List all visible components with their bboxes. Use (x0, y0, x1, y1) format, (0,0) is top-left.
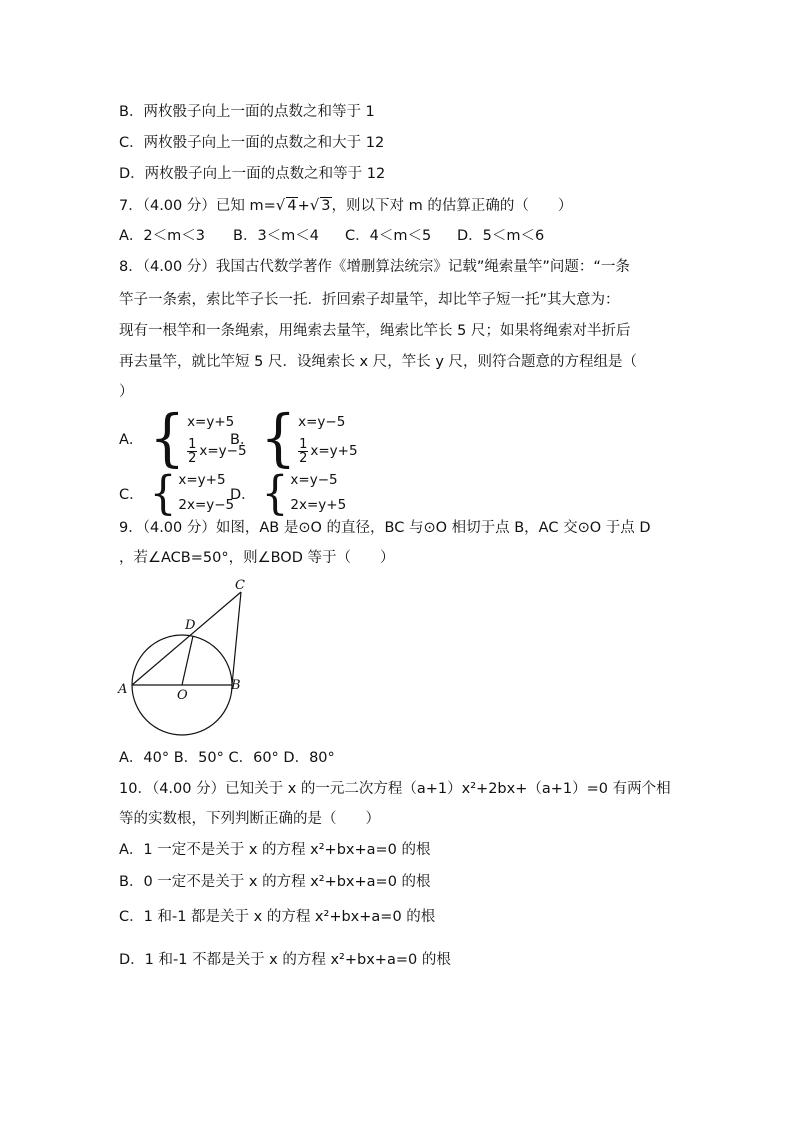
label-a: A (118, 682, 128, 697)
q10-option-d: D．1 和-1 不都是关于 x 的方程 x²+bx+a=0 的根 (119, 952, 451, 968)
label-b: B (231, 678, 241, 693)
q7-stem: 7．（4.00 分）已知 m=√ 4+√ 3，则以下对 m 的估算正确的（ ） (119, 196, 573, 214)
q10-option-c: C．1 和-1 都是关于 x 的方程 x²+bx+a=0 的根 (119, 909, 436, 925)
left-brace: { (260, 402, 297, 474)
q6-option-d: D．两枚骰子向上一面的点数之和等于 12 (119, 166, 386, 182)
circle-tangent-figure (117, 575, 257, 765)
left-brace: { (149, 465, 177, 520)
q10-option-a: A．1 一定不是关于 x 的方程 x²+bx+a=0 的根 (119, 842, 431, 858)
q9-stem-line-2: ，若∠ACB=50°，则∠BOD 等于（ ） (119, 550, 395, 566)
q8-stem-line-5: ） (119, 384, 134, 400)
q8-option-c: C． { x=y+5 2x=y−5 (119, 465, 235, 520)
q7-option-a: A．2＜m＜3 (119, 228, 205, 244)
q7-option-b: B．3＜m＜4 (233, 228, 320, 244)
q6-option-c: C．两枚骰子向上一面的点数之和大于 12 (119, 135, 385, 151)
q7-option-c: C．4＜m＜5 (345, 228, 432, 244)
sqrt-symbol: √ (275, 196, 286, 214)
radicand-2: 3 (321, 198, 331, 214)
label-o: O (177, 688, 188, 703)
q6-option-b: B．两枚骰子向上一面的点数之和等于 1 (119, 104, 375, 120)
q8-stem-line-3: 现有一根竿和一条绳索，用绳索去量竿，绳索比竿长 5 尺；如果将绳索对半折后 (119, 323, 631, 339)
q8-stem-line-2: 竿子一条索，索比竿子长一托．折回索子却量竿，却比竿子短一托”其大意为： (119, 292, 620, 308)
q10-stem-line-2: 等的实数根，下列判断正确的是（ ） (119, 811, 380, 827)
q8-option-b: B． { x=y−5 $\frac{1}{2}$ x=y+5 (230, 402, 358, 474)
q8-option-d: D． { x=y−5 2x=y+5 (230, 465, 347, 520)
q9-stem-line-1: 9．（4.00 分）如图，AB 是⊙O 的直径，BC 与⊙O 相切于点 B，AC 交⊙O 于点 D (119, 520, 651, 536)
label-c: C (235, 578, 245, 593)
q8-stem-line-4: 再去量竿，就比竿短 5 尺．设绳索长 x 尺，竿长 y 尺，则符合题意的方程组是（ (119, 354, 638, 370)
radicand-1: 4 (287, 198, 297, 214)
q10-option-b: B．0 一定不是关于 x 的方程 x²+bx+a=0 的根 (119, 874, 431, 890)
q8-option-a: A． { x=y+5 $\frac{1}{2}$ x=y−5 (119, 402, 247, 474)
left-brace: { (149, 402, 186, 474)
fraction: $\frac{1}{2}$ (188, 436, 197, 466)
sqrt-symbol: √ (309, 196, 320, 214)
secant-ac (132, 592, 241, 685)
left-brace: { (261, 465, 289, 520)
q8-stem-line-1: 8．（4.00 分）我国古代数学著作《增删算法统宗》记载”绳索量竿”问题：“一条 (119, 259, 630, 275)
q7-option-d: D．5＜m＜6 (457, 228, 545, 244)
fraction: $\frac{1}{2}$ (299, 436, 308, 466)
q7-options (119, 226, 544, 246)
label-d: D (185, 618, 196, 633)
tangent-bc (232, 592, 241, 685)
q10-stem-line-1: 10．（4.00 分）已知关于 x 的一元二次方程（a+1）x²+2bx+（a+1）=0 有两个相 (119, 781, 671, 797)
q9-options: A．40° B．50° C．60° D．80° (119, 750, 335, 766)
segment-od (182, 636, 193, 685)
